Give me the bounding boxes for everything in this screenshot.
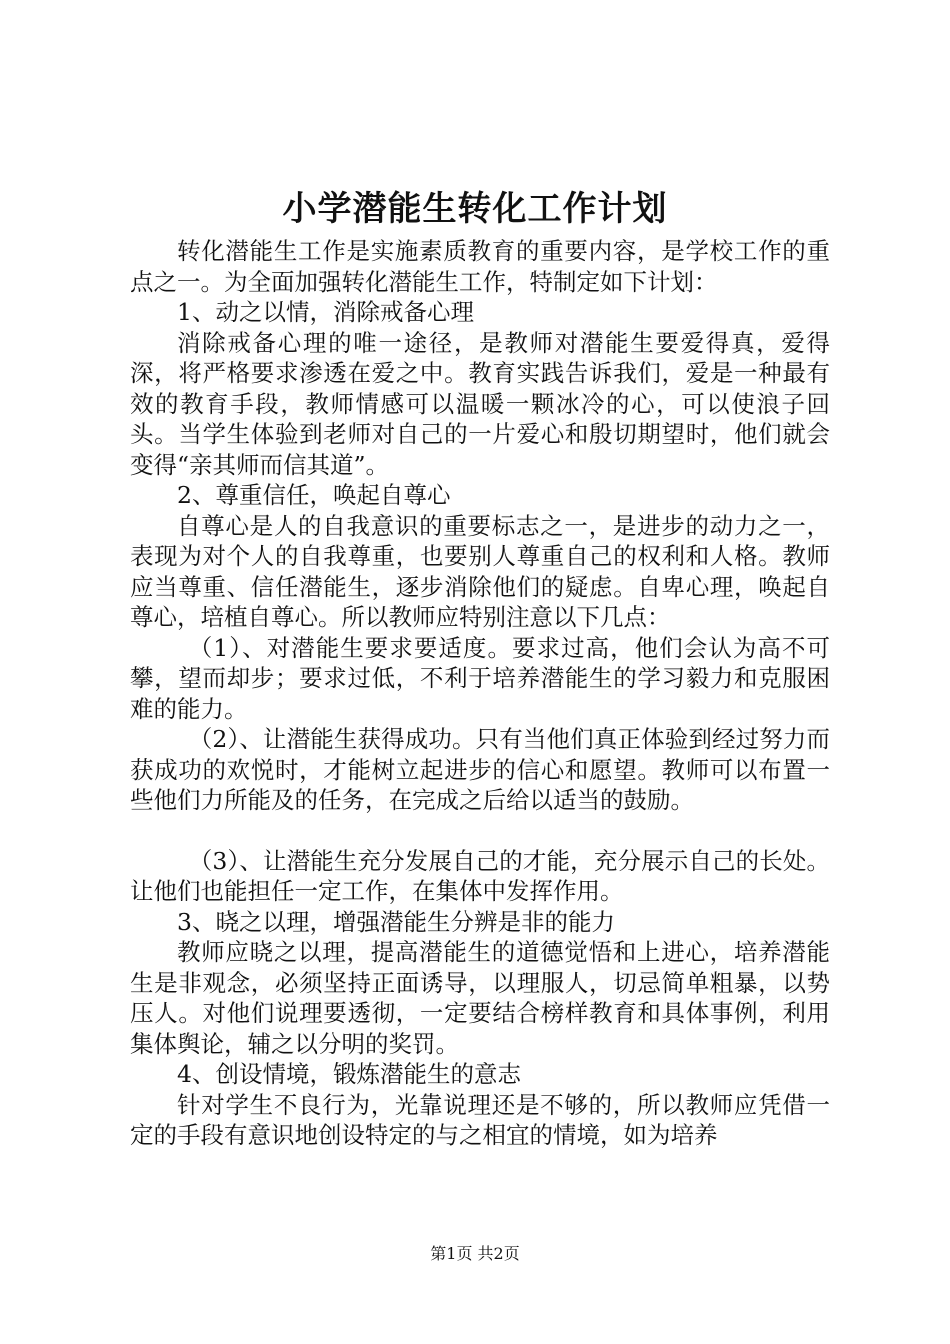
section-heading-1: 1、动之以情，消除戒备心理	[177, 298, 474, 326]
page-footer: 第1页 共2页	[430, 1244, 520, 1263]
section-paragraph-3: 教师应晓之以理，提高潜能生的道德觉悟和上进心，培养潜能生是非观念，必须坚持正面诱导，以理服人，切忌简单粗暴，以势压人。对他们说理要透彻，一定要结合榜样教育和具体事例，利用集体舆论，辅之以分明的奖罚。	[130, 938, 830, 1058]
document-title: 小学潜能生转化工作计划	[282, 189, 668, 229]
section-heading-4: 4、创设情境，锻炼潜能生的意志	[177, 1060, 521, 1088]
section-paragraph-1: 消除戒备心理的唯一途径，是教师对潜能生要爱得真，爱得深，将严格要求渗透在爱之中。教育实践告诉我们，爱是一种最有效的教育手段，教师情感可以温暖一颗冰冷的心，可以使浪子回头。当学生体验到老师对自己的一片爱心和殷切期望时，他们就会变得“亲其师而信其道”。	[130, 328, 830, 479]
subpoint-1: （1）、对潜能生要求要适度。要求过高，他们会认为高不可攀，望而却步；要求过低，不利于培养潜能生的学习毅力和克服困难的能力。	[130, 633, 830, 723]
subpoint-2: （2）、让潜能生获得成功。只有当他们真正体验到经过努力而获成功的欢悦时，才能树立起进步的信心和愿望。教师可以布置一些他们力所能及的任务，在完成之后给以适当的鼓励。	[130, 725, 830, 814]
section-heading-2: 2、尊重信任，唤起自尊心	[177, 481, 451, 509]
subpoint-3: （3）、让潜能生充分发展自己的才能，充分展示自己的长处。让他们也能担任一定工作，在集体中发挥作用。	[130, 846, 830, 905]
document-body	[130, 236, 830, 1151]
section-paragraph-4: 针对学生不良行为，光靠说理还是不够的，所以教师应凭借一定的手段有意识地创设特定的与之相宜的情境，如为培养	[130, 1090, 830, 1149]
section-paragraph-2: 自尊心是人的自我意识的重要标志之一，是进步的动力之一，表现为对个人的自我尊重，也要别人尊重自己的权利和人格。教师应当尊重、信任潜能生，逐步消除他们的疑虑。自卑心理，唤起自尊心，培植自尊心。所以教师应特别注意以下几点：	[130, 511, 830, 631]
section-heading-3: 3、晓之以理，增强潜能生分辨是非的能力	[177, 907, 615, 936]
intro-paragraph: 转化潜能生工作是实施素质教育的重要内容，是学校工作的重点之一。为全面加强转化潜能生工作，特制定如下计划：	[130, 237, 830, 296]
paragraph-gap	[130, 816, 830, 846]
